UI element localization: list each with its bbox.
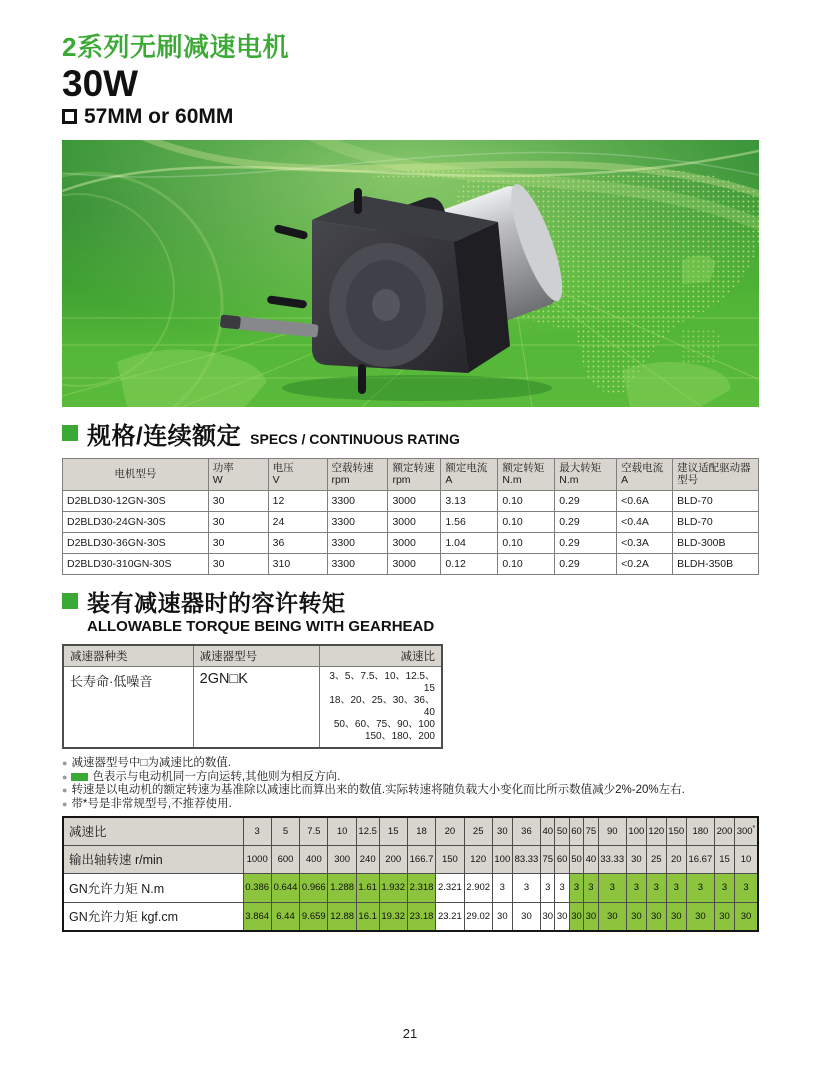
ratio-cell: 1.288 <box>328 873 356 902</box>
specs-cell: 0.29 <box>555 532 617 553</box>
specs-cell: 0.10 <box>498 553 555 574</box>
specs-cell: 24 <box>268 511 327 532</box>
specs-row <box>63 511 759 532</box>
ratio-cell: 3.864 <box>243 902 271 931</box>
specs-cell: 3300 <box>327 532 388 553</box>
specs-col-header <box>63 458 209 490</box>
section-specs-title-en: SPECS / CONTINUOUS RATING <box>250 430 460 447</box>
ratio-cell: 300* <box>734 817 758 845</box>
specs-col-header <box>208 458 268 490</box>
specs-cell: 3000 <box>388 490 441 511</box>
ratio-cell: 3 <box>626 873 646 902</box>
specs-cell: 30 <box>208 553 268 574</box>
specs-col-unit: N.m <box>502 473 522 486</box>
gearhead-ratio-line: 50、60、75、90、100 <box>333 719 435 731</box>
ratio-cell: 6.44 <box>271 902 299 931</box>
section-torque-heading <box>62 585 759 618</box>
ratio-cell: 36 <box>512 817 540 845</box>
ratio-cell: 3 <box>646 873 666 902</box>
green-square-icon <box>62 593 78 609</box>
ratio-cell: 3 <box>492 873 512 902</box>
gearhead-type: 长寿命·低噪音 <box>63 667 193 749</box>
specs-col-name: 额定转矩 <box>502 461 545 474</box>
ratio-row-label: 减速比 <box>63 817 243 845</box>
page-number: 21 <box>402 1026 418 1041</box>
ratio-cell: 166.7 <box>407 845 435 873</box>
specs-col-unit: A <box>445 473 453 486</box>
specs-cell: <0.4A <box>617 511 673 532</box>
ratio-cell: 3 <box>555 873 569 902</box>
ratio-cell: 25 <box>464 817 492 845</box>
power-title: 30W <box>62 63 139 104</box>
page-content <box>62 0 759 932</box>
section-specs-title-cn: 规格/连续额定 <box>87 422 242 450</box>
specs-col-name: 额定电流 <box>445 461 488 474</box>
ratio-cell: 10 <box>734 845 758 873</box>
specs-cell: D2BLD30-12GN-30S <box>63 490 209 511</box>
specs-cell: D2BLD30-36GN-30S <box>63 532 209 553</box>
specs-body <box>63 490 759 574</box>
gearhead-model: 2GN□K <box>193 667 319 749</box>
specs-col-name: 建议适配驱动器型号 <box>677 462 751 487</box>
ratio-cell: 30 <box>492 817 512 845</box>
gearhead-col-header: 减速器型号 <box>193 645 319 667</box>
specs-cell: 0.10 <box>498 490 555 511</box>
note-line <box>62 771 759 785</box>
ratio-cell: 200 <box>379 845 407 873</box>
ratio-cell: 3 <box>598 873 626 902</box>
ratio-cell: 2.902 <box>464 873 492 902</box>
note-text: 带*号是非常规型号,不推荐使用. <box>71 797 232 810</box>
specs-cell: 0.29 <box>555 511 617 532</box>
ratio-cell: 12.88 <box>328 902 356 931</box>
specs-row <box>63 490 759 511</box>
specs-row <box>63 532 759 553</box>
section-torque-title-en: ALLOWABLE TORQUE BEING WITH GEARHEAD <box>87 617 435 635</box>
ratio-cell: 30 <box>512 902 540 931</box>
ratio-cell: 3 <box>734 873 758 902</box>
specs-col-header <box>441 458 498 490</box>
specs-cell: 0.10 <box>498 511 555 532</box>
specs-cell: 12 <box>268 490 327 511</box>
ratio-cell: 0.386 <box>243 873 271 902</box>
specs-cell: <0.6A <box>617 490 673 511</box>
gearhead-row <box>63 667 442 749</box>
ratio-cell: 60 <box>569 817 583 845</box>
ratio-cell: 19.32 <box>379 902 407 931</box>
specs-col-unit: N.m <box>559 473 579 486</box>
specs-col-header <box>327 458 388 490</box>
note-line <box>62 784 759 798</box>
specs-cell: 310 <box>268 553 327 574</box>
ratio-cell: 33.33 <box>598 845 626 873</box>
specs-col-header <box>617 458 673 490</box>
ratio-cell: 120 <box>646 817 666 845</box>
ratio-cell: 7.5 <box>300 817 328 845</box>
ratio-cell: 75 <box>541 845 555 873</box>
ratio-cell: 10 <box>328 817 356 845</box>
specs-col-unit: rpm <box>331 473 350 486</box>
ratio-cell: 30 <box>626 902 646 931</box>
ratio-cell: 50 <box>569 845 583 873</box>
ratio-cell: 3 <box>584 873 598 902</box>
ratio-cell: 3 <box>243 817 271 845</box>
specs-cell: 3300 <box>327 553 388 574</box>
section-torque-title-cn: 装有减速器时的容许转矩 <box>87 589 346 616</box>
bullet-icon: ● <box>62 798 68 809</box>
ratio-cell: 23.18 <box>407 902 435 931</box>
ratio-row <box>63 902 758 931</box>
green-square-icon <box>62 425 78 441</box>
specs-col-name: 额定转速 <box>392 461 435 474</box>
specs-col-unit: rpm <box>392 473 411 486</box>
note-text: 色表示与电动机同一方向运转,其他则为相反方向. <box>92 770 341 783</box>
ratio-row <box>63 873 758 902</box>
ratio-row-label: GN允许力矩 kgf.cm <box>63 902 243 931</box>
specs-cell: 0.10 <box>498 532 555 553</box>
gearhead-ratio-line: 18、20、25、30、36、40 <box>329 695 435 719</box>
bullet-icon: ● <box>62 758 68 769</box>
ratio-cell: 30 <box>686 902 714 931</box>
note-line <box>62 757 759 771</box>
frame-size-line <box>62 105 759 129</box>
specs-cell: BLDH-350B <box>673 553 759 574</box>
specs-cell: <0.3A <box>617 532 673 553</box>
ratio-cell: 18 <box>407 817 435 845</box>
ratio-cell: 150 <box>436 845 464 873</box>
ratio-cell: 150 <box>666 817 686 845</box>
specs-col-unit: W <box>212 473 223 486</box>
ratio-cell: 3 <box>715 873 735 902</box>
specs-table <box>62 458 759 575</box>
section-specs-heading <box>62 416 759 451</box>
ratio-cell: 30 <box>492 902 512 931</box>
gearhead-ratios <box>320 667 442 749</box>
ratio-cell: 40 <box>541 817 555 845</box>
specs-cell: 0.29 <box>555 553 617 574</box>
specs-cell: 3.13 <box>441 490 498 511</box>
bullet-icon: ● <box>62 785 68 796</box>
ratio-cell: 30 <box>569 902 583 931</box>
ratio-cell: 83.33 <box>512 845 540 873</box>
ratio-cell: 200 <box>715 817 735 845</box>
ratio-cell: 300 <box>328 845 356 873</box>
ratio-torque-table <box>62 816 759 932</box>
specs-col-unit: V <box>272 473 280 486</box>
ratio-cell: 60 <box>555 845 569 873</box>
specs-cell: BLD-300B <box>673 532 759 553</box>
specs-cell: 1.04 <box>441 532 498 553</box>
ratio-row-label: 输出轴转速 r/min <box>63 845 243 873</box>
ratio-cell: 3 <box>666 873 686 902</box>
specs-cell: 30 <box>208 511 268 532</box>
ratio-cell: 30 <box>646 902 666 931</box>
specs-cell: 3300 <box>327 490 388 511</box>
ratio-cell: 1.61 <box>356 873 379 902</box>
ratio-cell: 3 <box>541 873 555 902</box>
specs-cell: D2BLD30-24GN-30S <box>63 511 209 532</box>
green-swatch-icon <box>71 773 88 781</box>
specs-col-name: 电压 <box>272 461 294 474</box>
ratio-cell: 30 <box>555 902 569 931</box>
ratio-cell: 2.321 <box>436 873 464 902</box>
note-line <box>62 798 759 812</box>
ratio-cell: 29.02 <box>464 902 492 931</box>
specs-col-name: 功率 <box>212 461 234 474</box>
ratio-cell: 0.644 <box>271 873 299 902</box>
outlined-square-icon <box>62 109 77 124</box>
specs-col-name: 最大转矩 <box>559 461 602 474</box>
ratio-cell: 40 <box>584 845 598 873</box>
note-text: 减速器型号中□为减速比的数值. <box>71 757 232 770</box>
ratio-cell: 16.1 <box>356 902 379 931</box>
gearhead-ratio-line: 3、5、7.5、10、12.5、15 <box>329 671 435 695</box>
ratio-table-body <box>63 817 758 931</box>
ratio-cell: 100 <box>492 845 512 873</box>
ratio-cell: 30 <box>598 902 626 931</box>
ratio-cell: 20 <box>666 845 686 873</box>
notes-list <box>62 757 759 811</box>
asterisk-mark: * <box>752 825 756 833</box>
ratio-cell: 15 <box>379 817 407 845</box>
ratio-cell: 1.932 <box>379 873 407 902</box>
specs-col-unit: A <box>621 473 629 486</box>
ratio-cell: 400 <box>300 845 328 873</box>
specs-cell: 3300 <box>327 511 388 532</box>
ratio-cell: 50 <box>555 817 569 845</box>
ratio-cell: 12.5 <box>356 817 379 845</box>
specs-cell: 0.12 <box>441 553 498 574</box>
specs-col-name: 电机型号 <box>114 468 157 481</box>
ratio-cell: 2.318 <box>407 873 435 902</box>
ratio-row <box>63 817 758 845</box>
gearhead-header-row <box>63 645 442 667</box>
ratio-cell: 9.659 <box>300 902 328 931</box>
specs-cell: BLD-70 <box>673 511 759 532</box>
specs-cell: BLD-70 <box>673 490 759 511</box>
note-text: 转速是以电动机的额定转速为基准除以减速比而算出来的数值.实际转速将随负载大小变化而比所示数值减少2%-20%左右. <box>71 784 685 797</box>
ratio-cell: 30 <box>626 845 646 873</box>
specs-cell: D2BLD30-310GN-30S <box>63 553 209 574</box>
specs-col-name: 空载转速 <box>331 461 374 474</box>
specs-header-row <box>63 458 759 490</box>
specs-cell: 36 <box>268 532 327 553</box>
bullet-icon: ● <box>62 771 68 782</box>
ratio-cell: 25 <box>646 845 666 873</box>
ratio-cell: 3 <box>512 873 540 902</box>
ratio-cell: 30 <box>584 902 598 931</box>
ratio-cell: 600 <box>271 845 299 873</box>
gearhead-ratio-line: 150、180、200 <box>364 731 435 743</box>
gearhead-col-header: 减速比 <box>320 645 442 667</box>
banner-image <box>62 140 759 407</box>
specs-col-header <box>388 458 441 490</box>
ratio-cell: 30 <box>734 902 758 931</box>
ratio-cell: 120 <box>464 845 492 873</box>
gearhead-table <box>62 644 443 750</box>
ratio-cell: 30 <box>541 902 555 931</box>
specs-cell: 3000 <box>388 511 441 532</box>
specs-cell: 3000 <box>388 532 441 553</box>
ratio-cell: 5 <box>271 817 299 845</box>
ratio-row-label: GN允许力矩 N.m <box>63 873 243 902</box>
specs-cell: 30 <box>208 532 268 553</box>
ratio-cell: 15 <box>715 845 735 873</box>
specs-col-header <box>673 458 759 490</box>
ratio-cell: 100 <box>626 817 646 845</box>
ratio-cell: 30 <box>715 902 735 931</box>
specs-cell: 0.29 <box>555 490 617 511</box>
specs-col-header <box>498 458 555 490</box>
specs-row <box>63 553 759 574</box>
ratio-cell: 180 <box>686 817 714 845</box>
specs-cell: 1.56 <box>441 511 498 532</box>
ratio-cell: 3 <box>686 873 714 902</box>
product-banner <box>62 140 759 407</box>
ratio-cell: 16.67 <box>686 845 714 873</box>
specs-cell: 3000 <box>388 553 441 574</box>
specs-cell: 30 <box>208 490 268 511</box>
ratio-cell: 20 <box>436 817 464 845</box>
specs-col-header <box>268 458 327 490</box>
ratio-cell: 1000 <box>243 845 271 873</box>
gearhead-col-header: 减速器种类 <box>63 645 193 667</box>
frame-size-text: 57MM or 60MM <box>84 104 234 128</box>
ratio-cell: 30 <box>666 902 686 931</box>
ratio-row <box>63 845 758 873</box>
specs-col-header <box>555 458 617 490</box>
specs-col-name: 空载电流 <box>621 461 664 474</box>
ratio-cell: 240 <box>356 845 379 873</box>
ratio-cell: 90 <box>598 817 626 845</box>
ratio-cell: 23.21 <box>436 902 464 931</box>
ratio-cell: 0.966 <box>300 873 328 902</box>
ratio-cell: 3 <box>569 873 583 902</box>
series-title: 2系列无刷减速电机 <box>62 32 289 62</box>
ratio-cell: 75 <box>584 817 598 845</box>
specs-cell: <0.2A <box>617 553 673 574</box>
